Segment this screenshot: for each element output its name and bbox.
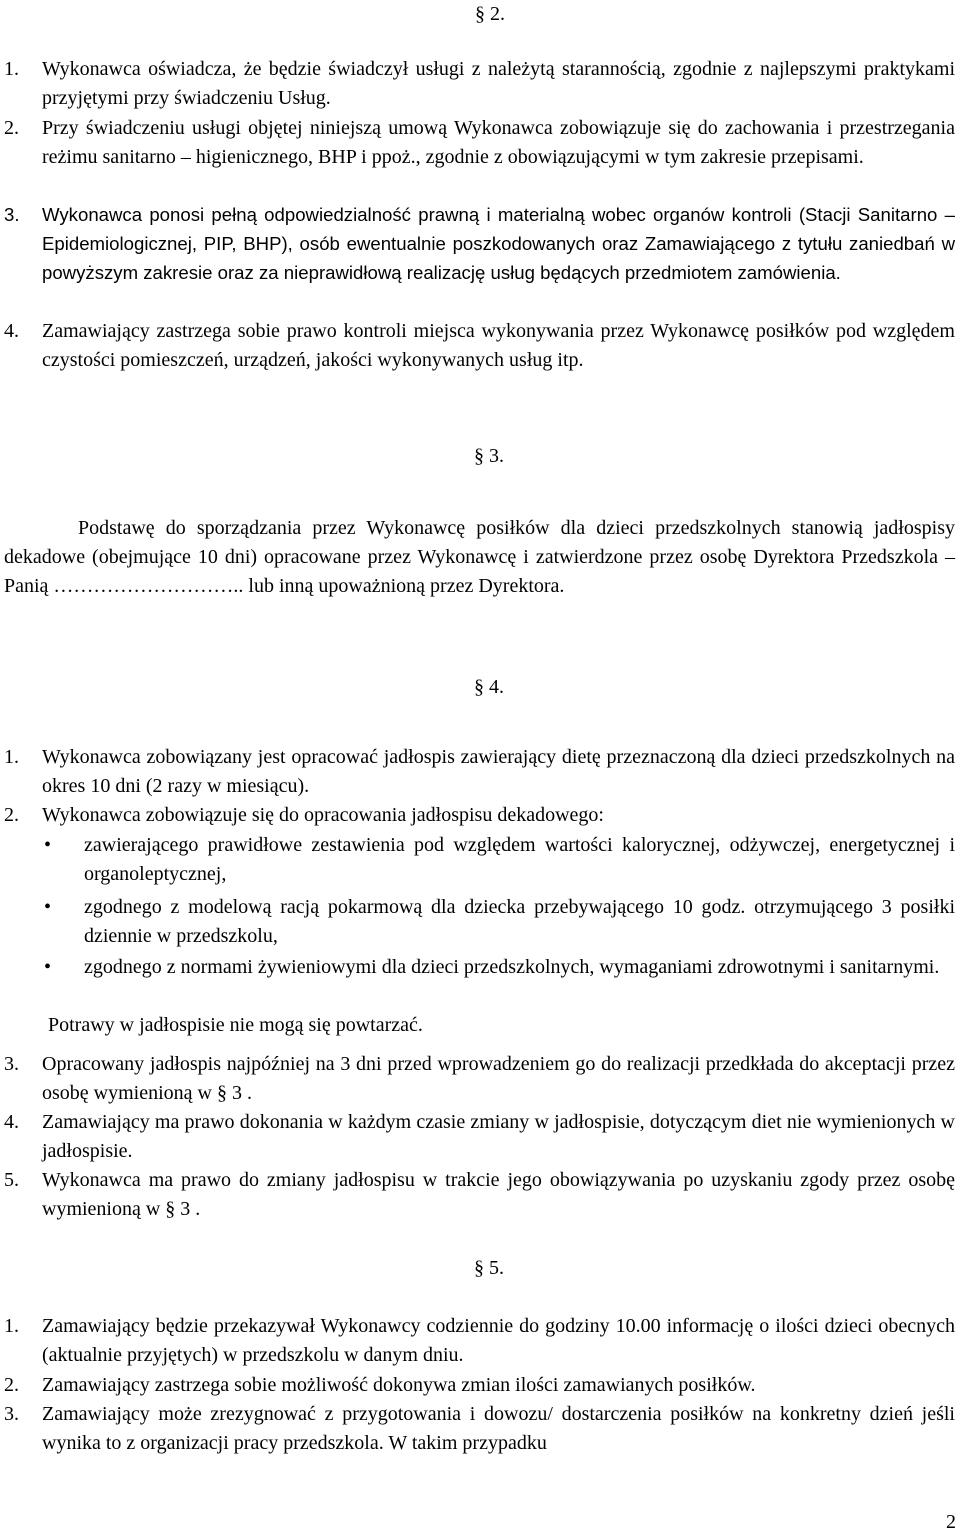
item-text: Zamawiający będzie przekazywał Wykonawcy codziennie do godziny 10.00 informację o ilości dzieci obecnych (aktualnie przyjętych) w przedszkolu w danym dniu. — [42, 1315, 955, 1366]
item-text: Zamawiający zastrzega sobie możliwość dokonywa zmian ilości zamawianych posiłków. — [42, 1374, 756, 1396]
paragraph-text: Podstawę do sporządzania przez Wykonawcę posiłków dla dzieci przedszkolnych stanowią jadłospisy dekadowe (obejmujące 10 dni) opracowane przez Wykonawcę i zatwierdzone przez osobę Dyrektora Przedszkola – Panią ……………………….. lub inną upoważnioną przez Dyrektora. — [4, 517, 955, 597]
bullet-icon: • — [44, 956, 52, 978]
item-text: Zamawiający ma prawo dokonania w każdym czasie zmiany w jadłospisie, dotyczącym diet nie wymienionych w jadłospisie. — [42, 1111, 955, 1162]
s4-note: Potrawy w jadłospisie nie mogą się powtarzać. — [48, 1014, 423, 1036]
item-number: 1. — [4, 746, 19, 768]
item-number: 3. — [4, 1403, 19, 1425]
section-heading-3: § 3. — [474, 445, 504, 467]
s4-bullet-2 — [44, 893, 955, 951]
item-number: 2. — [4, 117, 19, 139]
section-heading-4: § 4. — [474, 676, 504, 698]
s4-item-5 — [4, 1166, 955, 1224]
item-text: Opracowany jadłospis najpóźniej na 3 dni przed wprowadzeniem go do realizacji przedkłada do akceptacji przez osobę wymienioną w § 3 . — [42, 1053, 955, 1104]
item-number: 5. — [4, 1169, 19, 1191]
bullet-text: zgodnego z modelową racją pokarmową dla dziecka przebywającego 10 godz. otrzymującego 3 posiłki dziennie w przedszkolu, — [84, 896, 955, 947]
s4-item-4 — [4, 1108, 955, 1166]
item-text: Wykonawca ma prawo do zmiany jadłospisu w trakcie jego obowiązywania po uzyskaniu zgody przez osobę wymienioną w § 3 . — [42, 1169, 955, 1220]
item-number: 4. — [4, 1111, 19, 1133]
item-text: Zamawiający zastrzega sobie prawo kontroli miejsca wykonywania przez Wykonawcę posiłków pod względem czystości pomieszczeń, urządzeń, jakości wykonywanych usług itp. — [42, 320, 955, 371]
item-text: Wykonawca zobowiązany jest opracować jadłospis zawierający dietę przeznaczoną dla dzieci przedszkolnych na okres 10 dni (2 razy w miesiącu). — [42, 746, 955, 797]
s3-paragraph — [4, 514, 955, 601]
s2-item-4 — [4, 317, 955, 375]
s4-bullet-1 — [44, 831, 955, 889]
bullet-icon: • — [44, 834, 52, 856]
section-heading-5: § 5. — [474, 1257, 504, 1279]
s2-item-2 — [4, 114, 955, 172]
s2-item-3 — [4, 200, 955, 287]
s4-bullet-3 — [44, 953, 955, 982]
item-number: 1. — [4, 58, 19, 80]
section-heading-2: § 2. — [475, 3, 505, 25]
s5-item-3 — [4, 1400, 955, 1458]
s5-item-1 — [4, 1312, 955, 1370]
item-number: 3. — [4, 204, 20, 225]
item-number: 4. — [4, 320, 19, 342]
s4-item-3 — [4, 1050, 955, 1108]
item-number: 1. — [4, 1315, 19, 1337]
item-text: Zamawiający może zrezygnować z przygotowania i dowozu/ dostarczenia posiłków na konkretny dzień jeśli wynika to z organizacji pracy przedszkola. W takim przypadku — [42, 1403, 955, 1454]
item-number: 3. — [4, 1053, 19, 1075]
item-number: 2. — [4, 804, 19, 826]
bullet-text: zgodnego z normami żywieniowymi dla dzieci przedszkolnych, wymaganiami zdrowotnymi i sanitarnymi. — [84, 956, 940, 978]
page-number: 2 — [946, 1511, 956, 1533]
s4-item-1 — [4, 743, 955, 801]
s4-item-2 — [4, 801, 955, 830]
item-text: Przy świadczeniu usługi objętej niniejszą umową Wykonawca zobowiązuje się do zachowania i przestrzegania reżimu sanitarno – higienicznego, BHP i ppoż., zgodnie z obowiązującymi w tym zakresie przepisami. — [42, 117, 955, 168]
item-text: Wykonawca ponosi pełną odpowiedzialność prawną i materialną wobec organów kontroli (Stacji Sanitarno – Epidemiologicznej, PIP, BHP), osób ewentualnie poszkodowanych oraz Zamawiającego z tytułu zaniedbań w powyższym zakresie oraz za nieprawidłową realizację usług będących przedmiotem zamówienia. — [42, 204, 955, 283]
bullet-icon: • — [44, 896, 52, 918]
item-text: Wykonawca oświadcza, że będzie świadczył usługi z należytą starannością, zgodnie z najlepszymi praktykami przyjętymi przy świadczeniu Usług. — [42, 58, 955, 109]
s2-item-1 — [4, 55, 955, 113]
item-number: 2. — [4, 1374, 19, 1396]
s5-item-2 — [4, 1371, 955, 1400]
bullet-text: zawierającego prawidłowe zestawienia pod względem wartości kalorycznej, odżywczej, energetycznej i organoleptycznej, — [84, 834, 955, 885]
item-text: Wykonawca zobowiązuje się do opracowania jadłospisu dekadowego: — [42, 804, 604, 826]
